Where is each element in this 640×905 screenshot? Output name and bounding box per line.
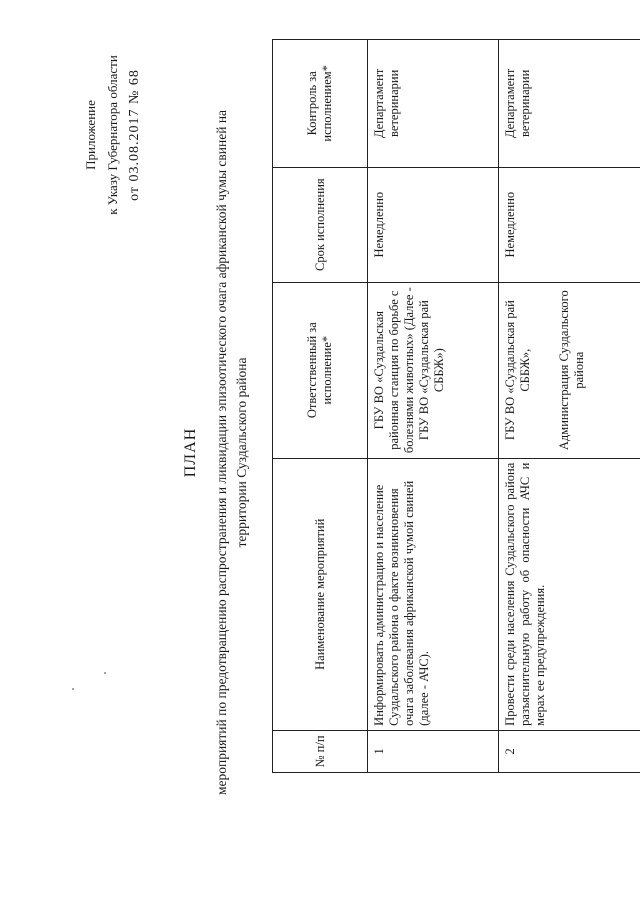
table-header-row (273, 40, 368, 773)
plan-title: ПЛАН (182, 427, 199, 478)
decree-date: от 03.08.2017 № 68 (127, 69, 142, 201)
row-deadline: Немедленно (499, 167, 640, 282)
row-responsible (368, 282, 499, 458)
row-control: Департамент ветеринарии (499, 40, 640, 168)
plan-table (272, 39, 640, 773)
decree-reference: к Указу Губернатора области (105, 55, 120, 215)
plan-subtitle-line-1: мероприятий по предотвращению распространения и ликвидации эпизоотического очага африканской чумы свиней на (214, 109, 229, 796)
header-control: Контроль за исполнением* (273, 40, 368, 168)
row-responsible (499, 282, 640, 458)
row-activity: Провести среди населения Суздальского района разъяснительную работу об опасности АЧС и мерах ее предупреждения. (499, 458, 640, 730)
row-deadline: Немедленно (368, 167, 499, 282)
row-activity: Информировать администрацию и население Суздальского района о факте возникновения очага заболевания африканской чумой свиней (далее - АЧС). (368, 458, 499, 730)
row-number: 1 (368, 730, 499, 772)
scan-speck (72, 688, 74, 690)
row-responsible-admin: Администрация Суздальского района (557, 290, 586, 451)
row-responsible-org: ГБУ ВО «Суздальская районная станция по борьбе с болезнями животных» (Далее - ГБУ ВО «Суздальская рай СББЖ») (372, 287, 446, 454)
header-activity: Наименование мероприятий (273, 458, 368, 730)
header-responsible: Ответственный за исполнение* (273, 282, 368, 458)
header-number: № п/п (273, 730, 368, 772)
plan-subtitle (212, 0, 252, 905)
appendix-label: Приложение (83, 100, 98, 170)
appendix-header (80, 5, 146, 265)
row-responsible-org: ГБУ ВО «Суздальская рай СББЖ», (503, 300, 532, 441)
table-row (499, 40, 640, 773)
row-number: 2 (499, 730, 640, 772)
scan-speck (104, 672, 106, 674)
header-deadline: Срок исполнения (273, 167, 368, 282)
plan-subtitle-line-2: территории Суздальского района (234, 357, 249, 548)
row-control: Департамент ветеринарии (368, 40, 499, 168)
table-row (368, 40, 499, 773)
